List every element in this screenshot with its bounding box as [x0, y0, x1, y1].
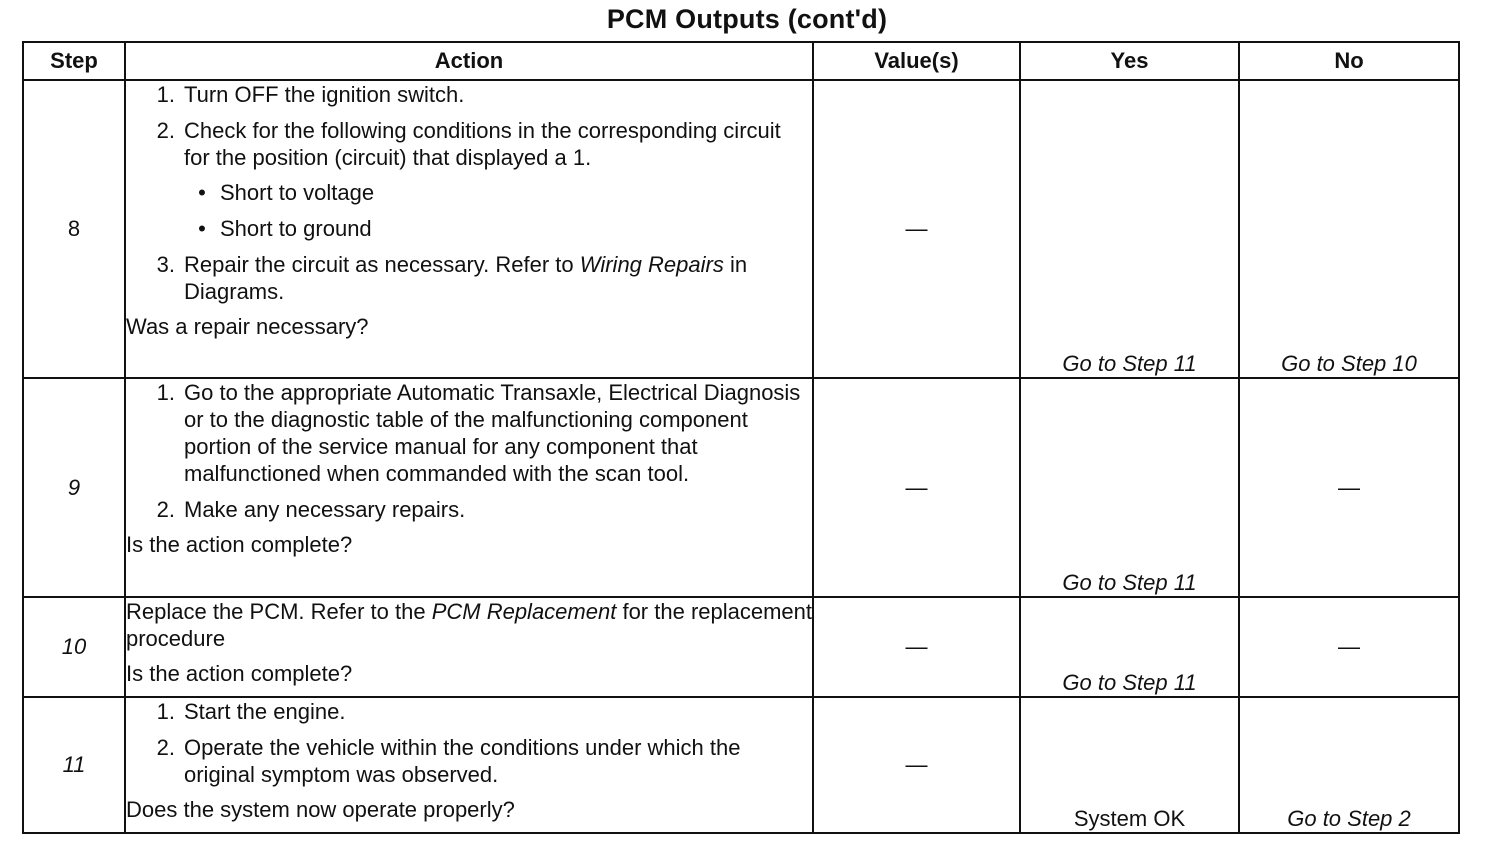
item-number: 1.: [156, 699, 175, 724]
action-question: Is the action complete?: [126, 532, 353, 557]
step-number: 10: [23, 597, 125, 697]
step-number: 9: [23, 378, 125, 597]
item-text: Start the engine.: [184, 699, 346, 724]
yes-result: Go to Step 11: [1020, 80, 1239, 378]
paragraph-text-part: Replace the PCM. Refer to the: [126, 599, 432, 624]
header-yes: Yes: [1020, 42, 1239, 80]
bullet-text: Short to voltage: [220, 180, 375, 205]
action-item: [126, 698, 812, 725]
action-question: Was a repair necessary?: [126, 314, 369, 339]
action-question: Does the system now operate properly?: [126, 797, 515, 822]
action-cell: [125, 378, 813, 597]
table-row-step-11: [23, 697, 1459, 833]
item-text-part: Repair the circuit as necessary. Refer to: [184, 252, 580, 277]
header-no: No: [1239, 42, 1459, 80]
header-values: Value(s): [813, 42, 1020, 80]
action-cell: [125, 80, 813, 378]
bullet-icon: •: [198, 180, 206, 205]
no-result: Go to Step 2: [1239, 697, 1459, 833]
value-cell: —: [813, 697, 1020, 833]
item-number: 1.: [156, 380, 175, 405]
bullet-item: [184, 215, 812, 242]
item-text: Make any necessary repairs.: [184, 497, 466, 522]
action-item: [126, 117, 812, 171]
action-cell: [125, 597, 813, 697]
item-number: 1.: [156, 82, 175, 107]
header-action: Action: [125, 42, 813, 80]
bullet-text: Short to ground: [220, 216, 372, 241]
pcm-replacement-reference: PCM Replacement: [431, 599, 617, 624]
item-number: 2.: [156, 497, 175, 522]
yes-result: Go to Step 11: [1020, 597, 1239, 697]
paragraph-text-part: for the replacement procedure: [126, 599, 813, 651]
header-row: [23, 42, 1459, 80]
table-row-step-10: [23, 597, 1459, 697]
item-number: 2.: [156, 735, 175, 760]
bullet-icon: •: [198, 216, 206, 241]
value-cell: —: [813, 378, 1020, 597]
step-number: 8: [23, 80, 125, 378]
step-number: 11: [23, 697, 125, 833]
no-result: —: [1239, 378, 1459, 597]
item-number: 2.: [156, 118, 175, 143]
no-result: —: [1239, 597, 1459, 697]
item-text: Check for the following conditions in the corresponding circuit for the position (circuit) that displayed a 1.: [184, 118, 781, 170]
yes-result: Go to Step 11: [1020, 378, 1239, 597]
yes-result: System OK: [1020, 697, 1239, 833]
page-title: PCM Outputs (cont'd): [606, 4, 888, 34]
action-paragraph: [126, 598, 812, 652]
bullet-item: [184, 179, 812, 206]
wiring-repairs-reference: Wiring Repairs: [579, 252, 724, 277]
item-number: 3.: [156, 252, 175, 277]
action-question: Is the action complete?: [126, 661, 353, 686]
item-text: Operate the vehicle within the conditions under which the original symptom was observed.: [184, 735, 741, 787]
item-text-part: in Diagrams.: [184, 252, 748, 304]
header-step: Step: [23, 42, 125, 80]
diagnostic-table: [22, 41, 1460, 834]
bullet-list: [184, 179, 812, 242]
table-row-step-9: [23, 378, 1459, 597]
action-item: [126, 496, 812, 523]
action-item: [126, 81, 812, 108]
table-row-step-8: [23, 80, 1459, 378]
action-item: [126, 251, 812, 305]
item-text: Go to the appropriate Automatic Transaxle, Electrical Diagnosis or to the diagnostic table of the malfunctioning component portion of the service manual for any component that malfunctioned when commanded with the scan tool.: [184, 380, 801, 486]
action-item: [126, 379, 812, 487]
item-text: [184, 251, 812, 305]
no-result: Go to Step 10: [1239, 80, 1459, 378]
action-item: [126, 734, 812, 788]
item-text: Turn OFF the ignition switch.: [184, 82, 465, 107]
action-cell: [125, 697, 813, 833]
value-cell: —: [813, 597, 1020, 697]
value-cell: —: [813, 80, 1020, 378]
